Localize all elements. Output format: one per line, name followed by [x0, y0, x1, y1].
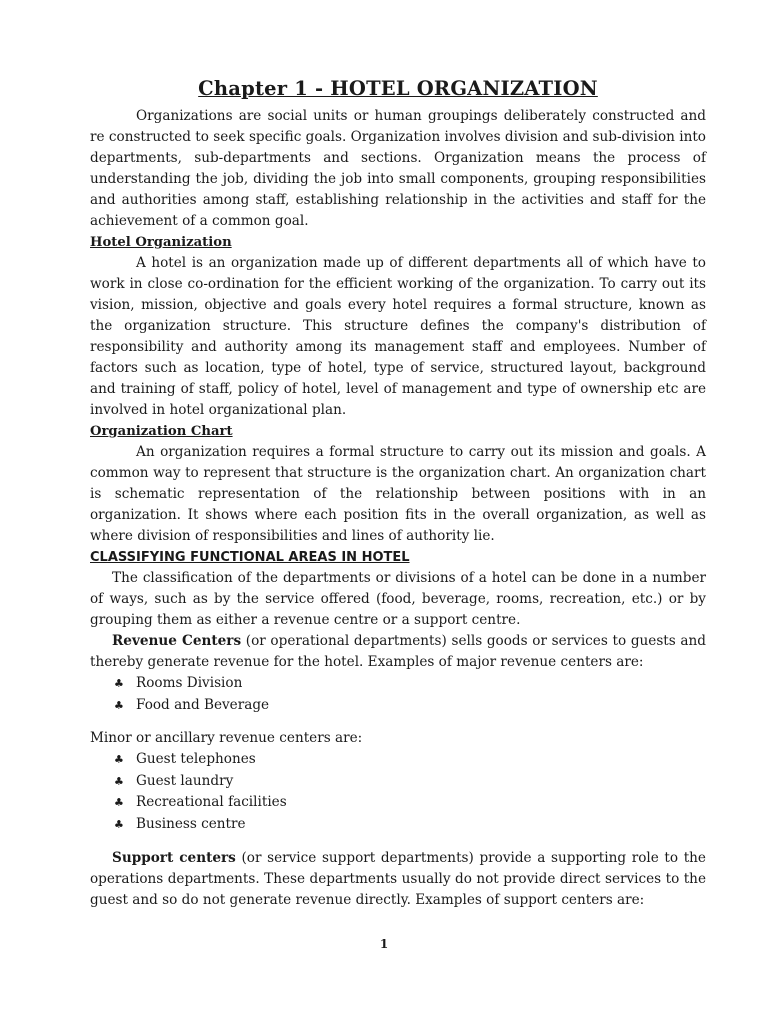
list-item-label: Guest laundry [136, 772, 234, 789]
minor-revenue-intro: Minor or ancillary revenue centers are: [90, 730, 363, 747]
revenue-centers-term: Revenue Centers [112, 633, 242, 649]
club-bullet-icon: ♣ [114, 698, 124, 712]
list-item-label: Business centre [136, 815, 246, 832]
list-item-label: Recreational facilities [136, 794, 287, 811]
club-bullet-icon: ♣ [114, 677, 124, 690]
list-item [114, 814, 706, 836]
list-item [114, 749, 706, 771]
list-item [114, 792, 706, 814]
page-content [90, 74, 706, 911]
club-bullet-icon: ♣ [114, 774, 124, 788]
functional-areas-paragraph: The classification of the departments or divisions of a hotel can be done in a number of ways, such as by the service offered (food, beverage, rooms, recreation, etc.) or by grouping them as either a revenue centre or a support centre. [90, 570, 706, 628]
support-centers-text: (or service support departments) provide a supporting role to the operations departments. These departments usually do not provide direct services to the guest and so do not generate revenue directly. Examples of support centers are: [90, 849, 706, 908]
club-bullet-icon: ♣ [114, 753, 124, 767]
page-title: Chapter 1 - HOTEL ORGANIZATION [198, 77, 598, 100]
revenue-centers-paragraph [90, 631, 706, 673]
major-revenue-list [90, 673, 706, 716]
list-item-label: Guest telephones [136, 751, 256, 768]
spacer [90, 716, 706, 728]
spacer [90, 836, 706, 848]
page-number: 1 [379, 937, 389, 951]
list-item-label: Rooms Division [136, 675, 243, 691]
intro-paragraph: Organizations are social units or human groupings deliberately constructed and re constructed to seek specific goals. Organization involves division and sub-division into departments, sub-departments and sections. Organization means the process of understanding the job, dividing the job into small components, grouping responsibilities and authorities among staff, establishing relationship in the activities and staff for the achievement of a common goal. [90, 108, 706, 229]
organization-chart-heading: Organization Chart [90, 424, 233, 439]
list-item-label: Food and Beverage [136, 696, 270, 713]
support-centers-paragraph [90, 848, 706, 911]
organization-chart-paragraph: An organization requires a formal structure to carry out its mission and goals. A common way to represent that structure is the organization chart. An organization chart is schematic representation of the relationship between positions with in an organization. It shows where each position fits in the overall organization, as well as where division of responsibilities and lines of authority lie. [90, 444, 706, 544]
list-item [114, 673, 706, 695]
club-bullet-icon: ♣ [114, 817, 124, 831]
revenue-centers-text: (or operational departments) sells goods or services to guests and thereby generate revenue for the hotel. Examples of major revenue centers are: [90, 633, 706, 670]
list-item [114, 771, 706, 793]
functional-areas-heading: CLASSIFYING FUNCTIONAL AREAS IN HOTEL [90, 550, 410, 565]
hotel-organization-paragraph: A hotel is an organization made up of different departments all of which have to work in close co-ordination for the efficient working of the organization. To carry out its vision, mission, objective and goals every hotel requires a formal structure, known as the organization structure. This structure defines the company's distribution of responsibility and authority among its management staff and employees. Number of factors such as location, type of hotel, type of service, structured layout, background and training of staff, policy of hotel, level of management and type of ownership etc are involved in hotel organizational plan. [90, 255, 706, 418]
club-bullet-icon: ♣ [114, 796, 124, 810]
list-item [114, 695, 706, 717]
minor-revenue-list [90, 749, 706, 835]
hotel-organization-heading: Hotel Organization [90, 235, 232, 250]
support-centers-term: Support centers [112, 849, 236, 866]
